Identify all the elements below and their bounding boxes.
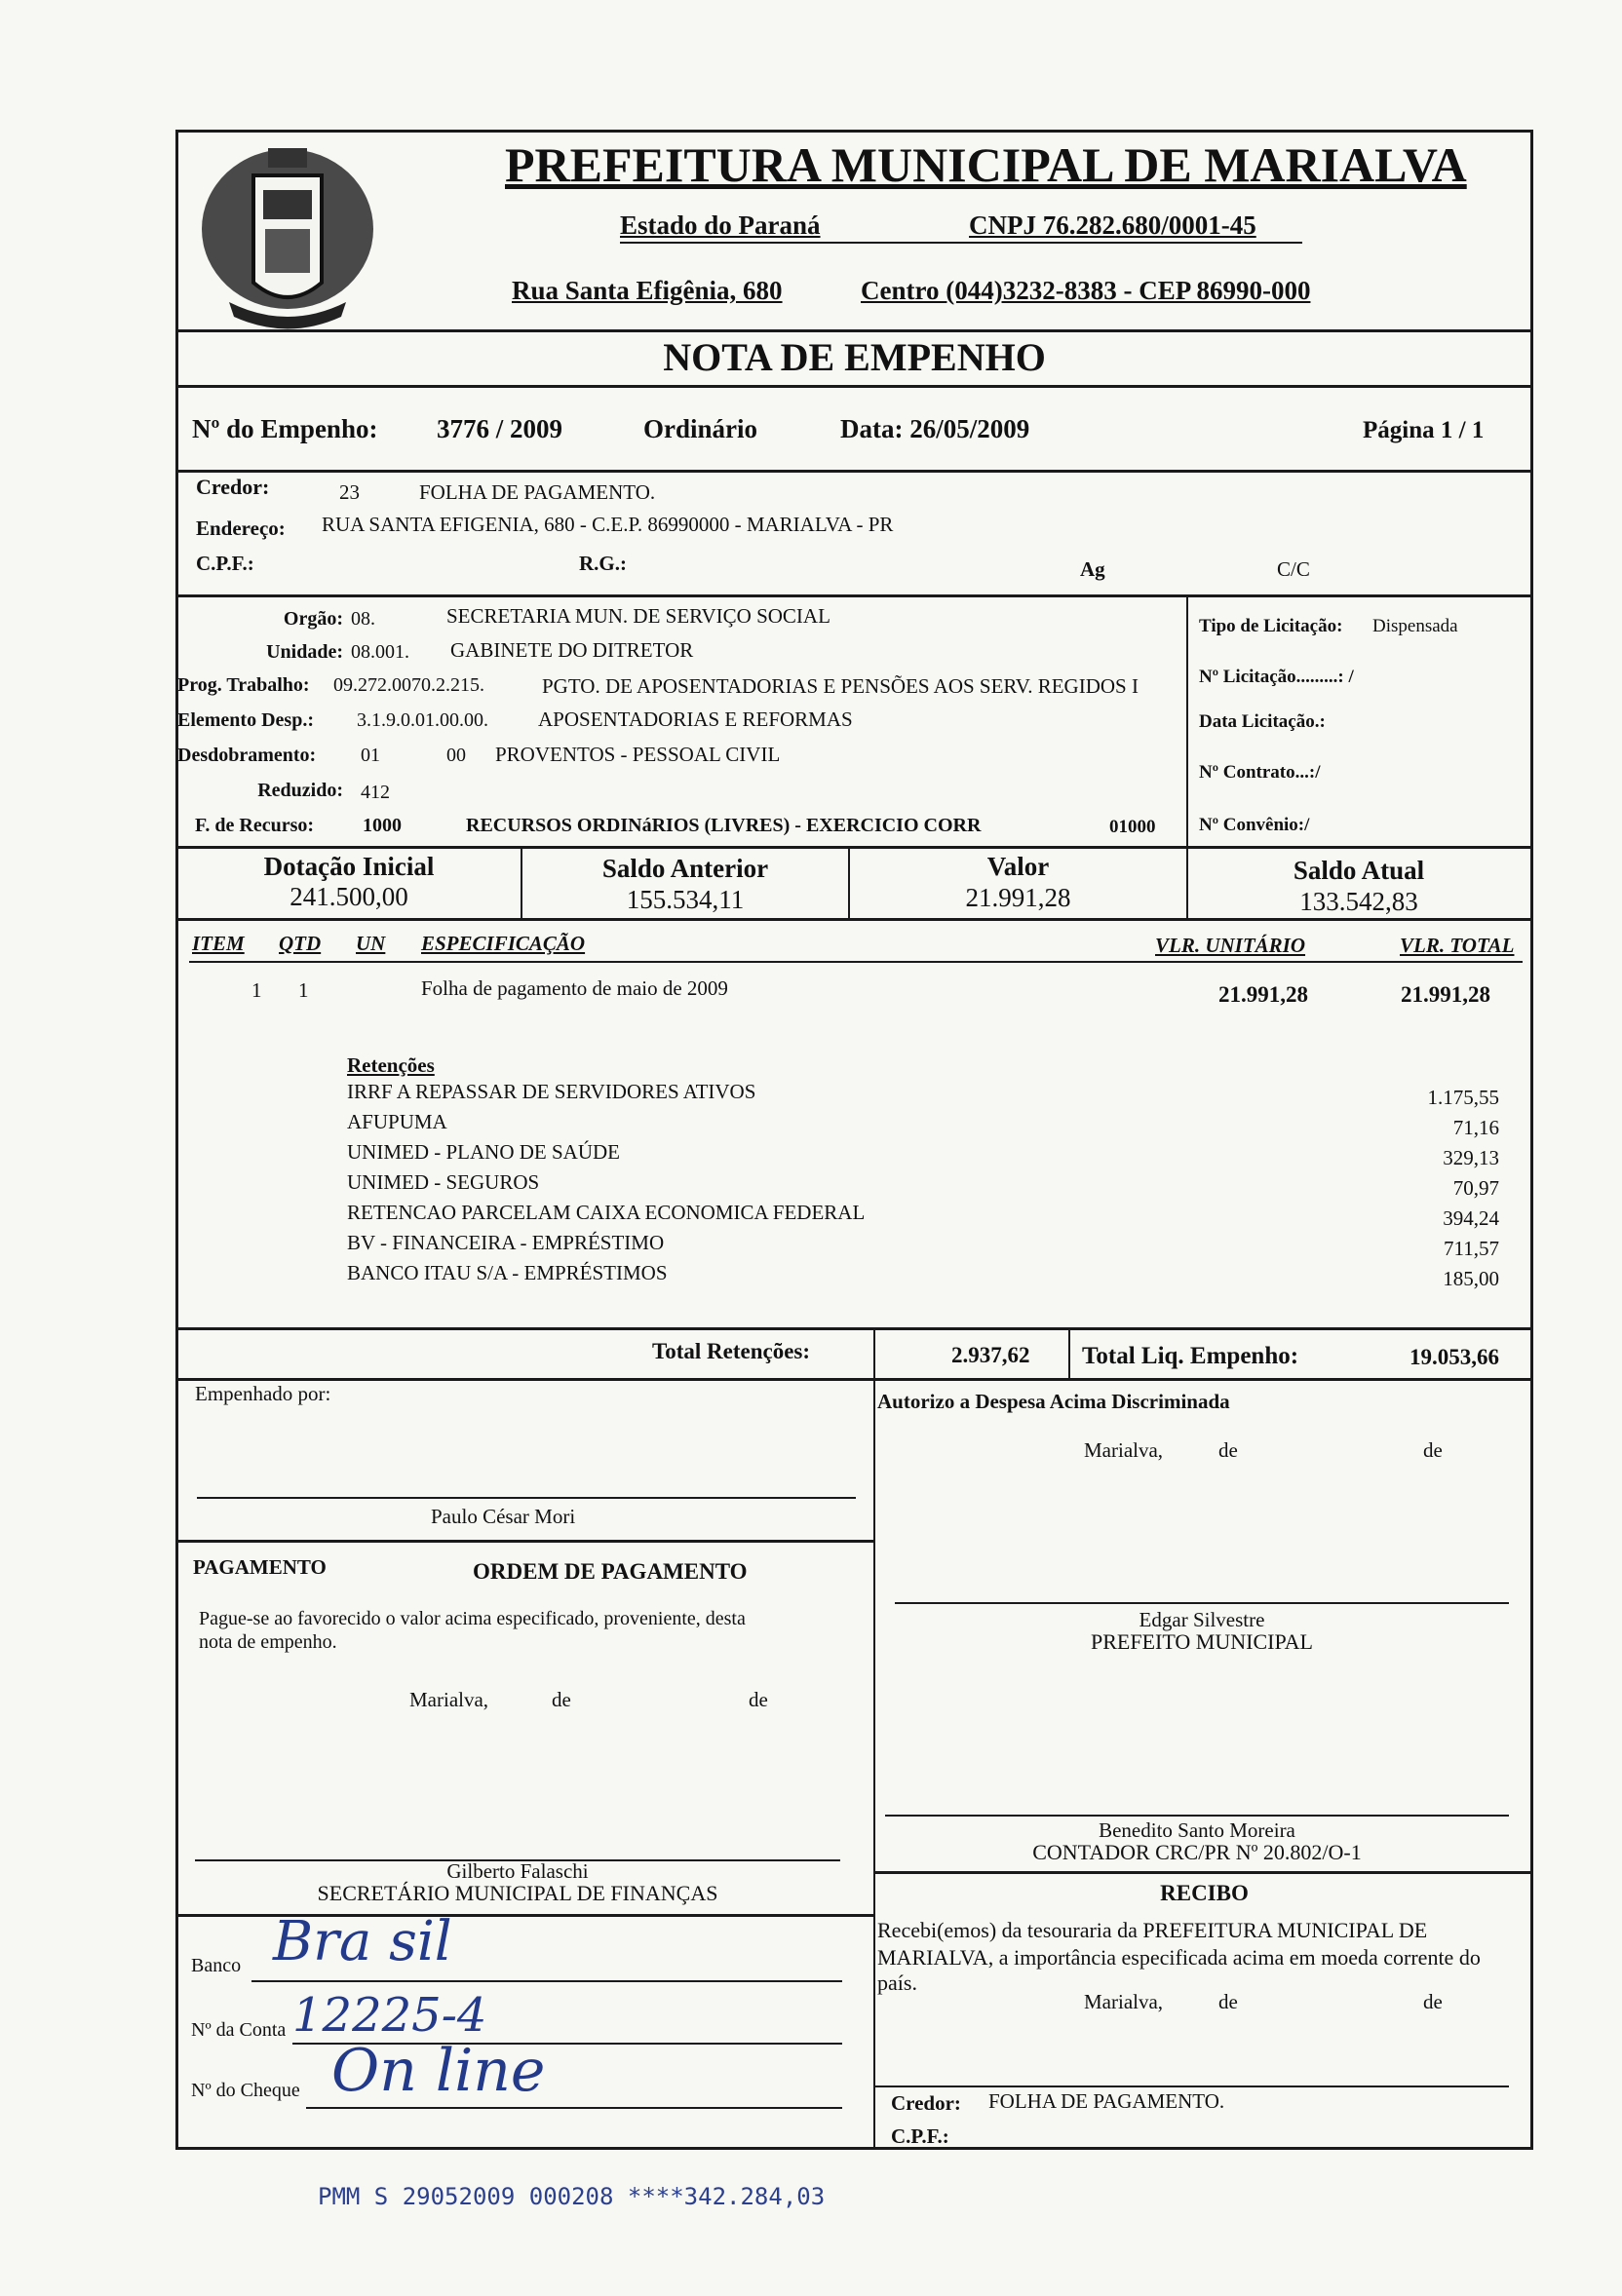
recibo-city: Marialva, — [1084, 1990, 1164, 2013]
cc-label: C/C — [1277, 557, 1310, 581]
coat-of-arms-logo — [195, 136, 380, 336]
divider — [873, 1871, 1533, 1874]
prefeito-name: Edgar Silvestre — [1139, 1608, 1265, 1631]
item-number: 1 — [251, 978, 262, 1002]
tipo-licitacao-label: Tipo de Licitação: — [1199, 616, 1343, 636]
divider — [620, 242, 1302, 244]
fonte-number: 01000 — [1109, 817, 1156, 837]
dotacao-inicial-label: Dotação Inicial — [263, 852, 435, 881]
divider — [175, 1378, 1533, 1381]
autorizo-label: Autorizo a Despesa Acima Discriminada — [877, 1390, 1230, 1413]
total-retencoes-label: Total Retenções: — [652, 1339, 811, 1363]
recibo-cpf-label: C.P.F.: — [891, 2124, 949, 2148]
elemento-code: 3.1.9.0.01.00.00. — [357, 709, 488, 731]
banco-handwritten: Bra sil — [273, 1910, 452, 1973]
page-title: PREFEITURA MUNICIPAL DE MARIALVA — [505, 137, 1467, 192]
divider — [175, 846, 1533, 849]
credor-label: Credor: — [196, 475, 270, 499]
orgao-name: SECRETARIA MUN. DE SERVIÇO SOCIAL — [446, 604, 830, 628]
prog-code: 09.272.0070.2.215. — [333, 674, 484, 696]
convenio-number: Nº Convênio:/ — [1199, 815, 1310, 835]
cheque-label: Nº do Cheque — [191, 2080, 300, 2101]
cpf-label: C.P.F.: — [196, 552, 254, 575]
total-liquido-value: 19.053,66 — [1410, 1345, 1499, 1369]
recibo-text-line3: país. — [877, 1971, 917, 1995]
fonte-code: 1000 — [363, 815, 402, 836]
retencao-description: AFUPUMA — [347, 1110, 447, 1133]
ordem-de-1: de — [552, 1688, 571, 1711]
credor-code: 23 — [339, 480, 360, 504]
empenho-label: Nº do Empenho: — [192, 414, 378, 443]
retencao-value: 329,13 — [1443, 1146, 1499, 1169]
col-especificacao: ESPECIFICAÇÃO — [421, 932, 586, 955]
unidade-name: GABINETE DO DITRETOR — [450, 638, 694, 662]
prog-label: Prog. Trabalho: — [177, 674, 310, 696]
retencao-description: UNIMED - PLANO DE SAÚDE — [347, 1140, 620, 1164]
reduzido-value: 412 — [361, 782, 390, 803]
elemento-name: APOSENTADORIAS E REFORMAS — [538, 708, 853, 731]
divider — [175, 329, 1533, 332]
retencao-value: 71,16 — [1452, 1116, 1499, 1139]
autorizo-de-2: de — [1423, 1438, 1443, 1462]
elemento-label: Elemento Desp.: — [177, 709, 314, 731]
item-spec: Folha de pagamento de maio de 2009 — [421, 976, 728, 1000]
address-street: Rua Santa Efigênia, 680 — [512, 276, 783, 305]
unidade-label: Unidade: — [266, 641, 343, 663]
divider — [1068, 1329, 1070, 1378]
divider — [175, 1327, 1533, 1330]
signature-line — [197, 1497, 856, 1499]
col-item: ITEM — [192, 932, 245, 955]
secretario-name: Gilberto Falaschi — [446, 1859, 589, 1883]
address-contact: Centro (044)3232-8383 - CEP 86990-000 — [861, 276, 1311, 305]
prog-name: PGTO. DE APOSENTADORIAS E PENSÕES AOS SERV. REGIDOS I — [542, 674, 1139, 698]
saldo-atual-label: Saldo Atual — [1293, 856, 1425, 885]
valor-label: Valor — [986, 852, 1050, 881]
reduzido-label: Reduzido: — [257, 780, 343, 801]
divider — [873, 1380, 875, 2150]
desdobramento-b: 00 — [446, 745, 466, 766]
pague-text-line1: Pague-se ao favorecido o valor acima especificado, proveniente, desta — [199, 1608, 746, 1629]
signature-line — [875, 2086, 1509, 2087]
credor-address: RUA SANTA EFIGENIA, 680 - C.E.P. 86990000 - MARIALVA - PR — [322, 513, 894, 536]
cheque-handwritten: On line — [331, 2037, 546, 2105]
empenhado-por-name: Paulo César Mori — [431, 1505, 576, 1528]
ag-label: Ag — [1080, 557, 1105, 581]
recibo-de-2: de — [1423, 1990, 1443, 2013]
tipo-licitacao-value: Dispensada — [1372, 616, 1458, 636]
orgao-label: Orgão: — [283, 608, 343, 630]
saldo-anterior-value: 155.534,11 — [626, 885, 745, 914]
conta-label: Nº da Conta — [191, 2019, 287, 2041]
empenhado-por-label: Empenhado por: — [195, 1382, 331, 1405]
total-retencoes-value: 2.937,62 — [951, 1343, 1030, 1367]
fonte-name: RECURSOS ORDINáRIOS (LIVRES) - EXERCICIO CORR — [466, 815, 982, 836]
empenho-number: 3776 / 2009 — [437, 414, 563, 443]
divider — [175, 470, 1533, 473]
retencao-value: 1.175,55 — [1427, 1086, 1499, 1109]
orgao-code: 08. — [351, 608, 375, 630]
banco-line — [251, 1980, 842, 1982]
page-number: Página 1 / 1 — [1363, 417, 1485, 443]
divider — [175, 594, 1533, 597]
empenho-date: Data: 26/05/2009 — [840, 414, 1030, 443]
col-un: UN — [356, 932, 386, 955]
signature-line — [885, 1815, 1509, 1817]
retencao-description: UNIMED - SEGUROS — [347, 1170, 540, 1194]
retencao-description: IRRF A REPASSAR DE SERVIDORES ATIVOS — [347, 1080, 756, 1103]
dotacao-inicial-value: 241.500,00 — [290, 882, 408, 911]
autorizo-city: Marialva, — [1084, 1438, 1164, 1462]
signature-line — [895, 1602, 1509, 1604]
contador-name: Benedito Santo Moreira — [1099, 1818, 1295, 1842]
footer-stamp: PMM S 29052009 000208 ****342.284,03 — [318, 2183, 826, 2210]
licitacao-date: Data Licitação.: — [1199, 711, 1326, 732]
pagamento-label: PAGAMENTO — [193, 1555, 327, 1579]
banco-label: Banco — [191, 1955, 242, 1976]
recibo-de-1: de — [1218, 1990, 1238, 2013]
retencao-value: 185,00 — [1443, 1267, 1499, 1290]
empenho-type: Ordinário — [643, 414, 758, 443]
divider — [1186, 596, 1188, 847]
retencao-value: 394,24 — [1443, 1206, 1499, 1230]
prefeito-title: PREFEITO MUNICIPAL — [1091, 1629, 1313, 1654]
document-title: NOTA DE EMPENHO — [663, 335, 1046, 379]
total-liquido-label: Total Liq. Empenho: — [1082, 1343, 1299, 1369]
fonte-label: F. de Recurso: — [195, 815, 315, 836]
item-unit-value: 21.991,28 — [1218, 982, 1308, 1007]
desdobramento-a: 01 — [361, 745, 380, 766]
contador-title: CONTADOR CRC/PR Nº 20.802/O-1 — [1032, 1840, 1362, 1864]
valor-value: 21.991,28 — [965, 883, 1071, 912]
saldo-atual-value: 133.542,83 — [1299, 887, 1418, 916]
conta-handwritten: 12225-4 — [292, 1988, 487, 2043]
divider — [189, 961, 1523, 963]
contrato-number: Nº Contrato...:/ — [1199, 762, 1321, 783]
col-vlr-unitario: VLR. UNITÁRIO — [1155, 934, 1306, 957]
state-name: Estado do Paraná — [620, 210, 821, 240]
address-label: Endereço: — [196, 517, 286, 540]
divider — [175, 918, 1533, 921]
recibo-credor-name: FOLHA DE PAGAMENTO. — [988, 2089, 1225, 2113]
retencao-description: RETENCAO PARCELAM CAIXA ECONOMICA FEDERAL — [347, 1201, 866, 1224]
saldo-anterior-label: Saldo Anterior — [601, 854, 769, 883]
retencao-description: BV - FINANCEIRA - EMPRÉSTIMO — [347, 1231, 665, 1254]
secretario-title: SECRETÁRIO MUNICIPAL DE FINANÇAS — [317, 1881, 718, 1905]
unidade-code: 08.001. — [351, 641, 409, 663]
recibo-credor-label: Credor: — [891, 2091, 961, 2115]
divider — [873, 1329, 875, 1378]
ordem-pagamento-label: ORDEM DE PAGAMENTO — [473, 1559, 748, 1584]
autorizo-de-1: de — [1218, 1438, 1238, 1462]
col-qtd: QTD — [279, 932, 322, 955]
retencao-description: BANCO ITAU S/A - EMPRÉSTIMOS — [347, 1261, 668, 1284]
item-total-value: 21.991,28 — [1401, 982, 1490, 1007]
pague-text-line2: nota de empenho. — [199, 1631, 337, 1653]
desdobramento-label: Desdobramento: — [177, 745, 317, 766]
ordem-city: Marialva, — [409, 1688, 489, 1711]
recibo-text-line2: MARIALVA, a importância especificada acima em moeda corrente do — [877, 1945, 1481, 1970]
ordem-de-2: de — [749, 1688, 768, 1711]
licitacao-number: Nº Licitação.........: / — [1199, 667, 1354, 687]
cnpj: CNPJ 76.282.680/0001-45 — [969, 210, 1256, 240]
credor-name: FOLHA DE PAGAMENTO. — [419, 480, 656, 504]
retencao-value: 711,57 — [1444, 1237, 1499, 1260]
cheque-line — [306, 2107, 842, 2109]
desdobramento-name: PROVENTOS - PESSOAL CIVIL — [495, 743, 781, 766]
retencao-value: 70,97 — [1452, 1176, 1499, 1200]
item-qtd: 1 — [298, 978, 309, 1002]
recibo-title: RECIBO — [1160, 1881, 1249, 1905]
retencoes-title: Retenções — [347, 1053, 435, 1077]
recibo-text-line1: Recebi(emos) da tesouraria da PREFEITURA MUNICIPAL DE — [877, 1918, 1428, 1942]
divider — [175, 1540, 873, 1543]
divider — [175, 385, 1533, 388]
rg-label: R.G.: — [579, 552, 627, 575]
col-vlr-total: VLR. TOTAL — [1400, 934, 1515, 957]
